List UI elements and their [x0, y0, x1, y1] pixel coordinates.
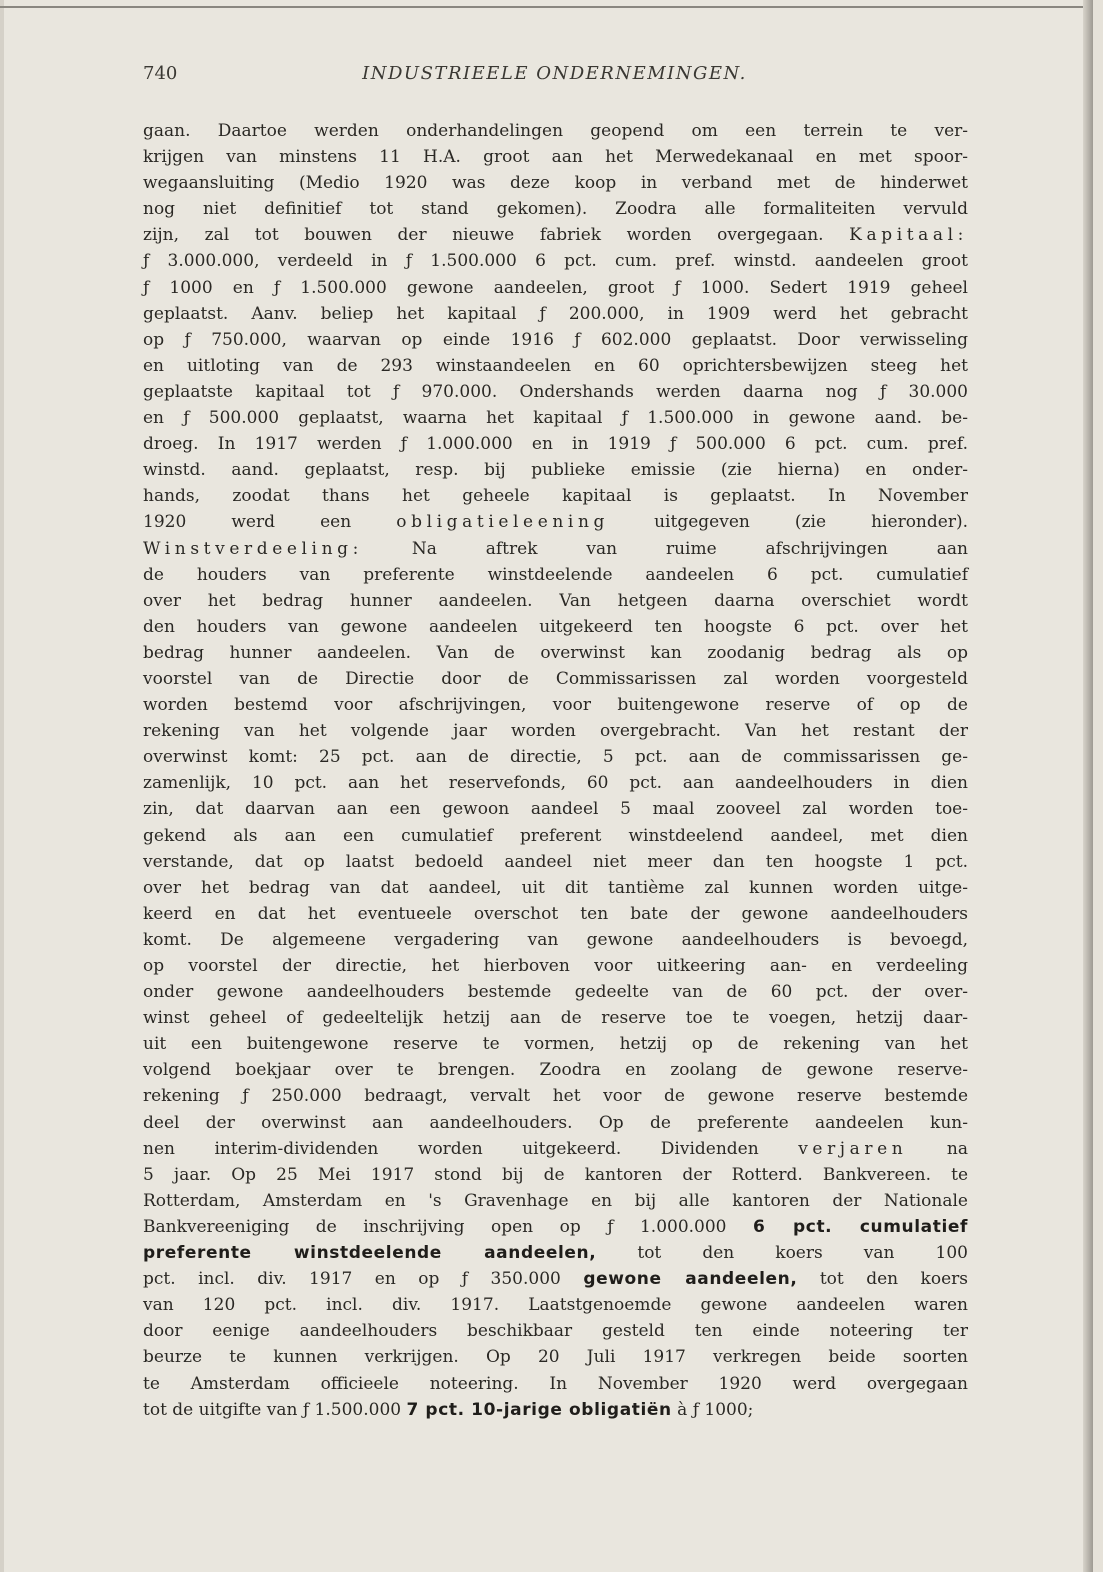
text-segment: gekend als aan een cumulatief preferent winstdeelend aandeel, met dien: [143, 825, 968, 846]
text-line: [143, 1318, 968, 1344]
text-segment: en uitloting van de 293 winstaandeelen en 60 oprichtersbewijzen steeg het: [143, 355, 968, 376]
text-segment: beurze te kunnen verkrijgen. Op 20 Juli 1917 verkregen beide soorten: [143, 1347, 968, 1368]
text-segment: worden bestemd voor afschrijvingen, voor buitengewone reserve of op de: [143, 695, 968, 716]
text-segment: geplaatste kapitaal tot ƒ 970.000. Ondershands werden daarna nog ƒ 30.000: [143, 381, 968, 402]
text-line: [143, 405, 968, 431]
text-line: [143, 875, 968, 901]
text-segment: winst geheel of gedeeltelijk hetzij aan de reserve toe te voegen, hetzij daar-: [143, 1008, 968, 1029]
text-line: [143, 327, 968, 353]
text-line: [143, 901, 968, 927]
text-line: [143, 431, 968, 457]
text-line: [143, 979, 968, 1005]
page-number: 740: [143, 63, 178, 84]
text-line: [143, 1344, 968, 1370]
text-line: [143, 1214, 968, 1240]
text-line: [143, 744, 968, 770]
text-line: [143, 353, 968, 379]
text-segment: zin, dat daarvan aan een gewoon aandeel 5 maal zooveel zal worden toe-: [143, 799, 968, 820]
text-line: [143, 953, 968, 979]
bold-text-segment: preferente winstdeelende aandeelen,: [143, 1243, 597, 1264]
text-line: [143, 614, 968, 640]
spaced-text-segment: Winstverdeeling:: [143, 538, 363, 559]
text-line: [143, 536, 968, 562]
text-line: [143, 718, 968, 744]
text-segment: ƒ 1000 en ƒ 1.500.000 gewone aandeelen, groot ƒ 1000. Sedert 1919 geheel: [143, 277, 968, 298]
text-line: [143, 457, 968, 483]
top-rule: [0, 6, 1093, 8]
page-left-edge: [0, 0, 4, 1572]
text-line: [143, 170, 968, 196]
text-line: [143, 1083, 968, 1109]
text-line: [143, 483, 968, 509]
text-segment: à ƒ 1000;: [671, 1399, 754, 1420]
text-line: [143, 118, 968, 144]
text-segment: de houders van preferente winstdeelende aandeelen 6 pct. cumulatief: [143, 564, 968, 585]
text-segment: Rotterdam, Amsterdam en 's Gravenhage en bij alle kantoren der Nationale: [143, 1190, 968, 1211]
spaced-text-segment: Kapitaal:: [849, 225, 968, 246]
text-line: [143, 1005, 968, 1031]
text-segment: overwinst komt: 25 pct. aan de directie, 5 pct. aan de commissarissen ge-: [143, 747, 968, 768]
text-segment: van 120 pct. incl. div. 1917. Laatstgenoemde gewone aandeelen waren: [143, 1295, 968, 1316]
text-line: [143, 1397, 968, 1423]
text-segment: pct. incl. div. 1917 en op ƒ 350.000: [143, 1269, 584, 1290]
text-segment: onder gewone aandeelhouders bestemde gedeelte van de 60 pct. der over-: [143, 982, 968, 1003]
text-line: [143, 275, 968, 301]
text-segment: tot de uitgifte van ƒ 1.500.000: [143, 1399, 407, 1420]
text-segment: voorstel van de Directie door de Commissarissen zal worden voorgesteld: [143, 668, 968, 689]
text-segment: gaan. Daartoe werden onderhandelingen geopend om een terrein te ver-: [143, 121, 968, 141]
text-line: [143, 1371, 968, 1397]
text-line: [143, 1031, 968, 1057]
text-segment: en ƒ 500.000 geplaatst, waarna het kapitaal ƒ 1.500.000 in gewone aand. be-: [143, 408, 968, 429]
text-line: [143, 1188, 968, 1214]
bold-text-segment: 6 pct. cumulatief: [752, 1216, 969, 1237]
text-line: [143, 379, 968, 405]
text-line: [143, 796, 968, 822]
text-line: [143, 1162, 968, 1188]
bold-text-segment: gewone aandeelen,: [583, 1269, 798, 1290]
text-line: [143, 301, 968, 327]
text-line: [143, 823, 968, 849]
text-segment: tot den koers: [797, 1269, 968, 1290]
text-line: [143, 1292, 968, 1318]
text-line: [143, 588, 968, 614]
text-segment: op voorstel der directie, het hierboven voor uitkeering aan- en verdeeling: [143, 956, 968, 976]
text-segment: volgend boekjaar over te brengen. Zoodra en zoolang de gewone reserve-: [143, 1060, 968, 1081]
text-segment: uitgegeven (zie hieronder).: [609, 512, 968, 533]
running-title: INDUSTRIEELE ONDERNEMINGEN.: [362, 63, 747, 84]
text-segment: door eenige aandeelhouders beschikbaar gesteld ten einde noteering ter: [143, 1321, 968, 1342]
text-segment: over het bedrag hunner aandeelen. Van hetgeen daarna overschiet wordt: [143, 590, 968, 611]
text-line: [143, 222, 968, 248]
page-header: [143, 63, 966, 89]
text-line: [143, 144, 968, 170]
text-line: [143, 640, 968, 666]
text-segment: deel der overwinst aan aandeelhouders. Op de preferente aandeelen kun-: [143, 1112, 968, 1133]
text-line: [143, 770, 968, 796]
text-segment: 1920 werd een: [143, 512, 397, 533]
text-line: [143, 1266, 968, 1292]
text-segment: den houders van gewone aandeelen uitgekeerd ten hoogste 6 pct. over het: [143, 616, 968, 637]
text-segment: nog niet definitief tot stand gekomen). Zoodra alle formaliteiten vervuld: [143, 199, 968, 220]
text-line: [143, 562, 968, 588]
text-line: [143, 1136, 968, 1162]
text-segment: zijn, zal tot bouwen der nieuwe fabriek worden overgegaan.: [143, 225, 850, 246]
spaced-text-segment: obligatieleening: [396, 512, 609, 533]
text-line: [143, 692, 968, 718]
text-segment: rekening van het volgende jaar worden overgebracht. Van het restant der: [143, 721, 968, 742]
bold-text-segment: 7 pct. 10-jarige obligatiën: [406, 1399, 672, 1420]
text-line: [143, 849, 968, 875]
text-line: [143, 509, 968, 535]
text-segment: komt. De algemeene vergadering van gewone aandeelhouders is bevoegd,: [143, 929, 968, 950]
text-segment: over het bedrag van dat aandeel, uit dit tantième zal kunnen worden uitge-: [143, 877, 968, 898]
text-segment: zamenlijk, 10 pct. aan het reservefonds, 60 pct. aan aandeelhouders in dien: [143, 773, 968, 794]
text-line: [143, 666, 968, 692]
text-segment: te Amsterdam officieele noteering. In November 1920 werd overgegaan: [143, 1373, 968, 1394]
text-segment: keerd en dat het eventueele overschot ten bate der gewone aandeelhouders: [143, 903, 968, 924]
text-segment: geplaatst. Aanv. beliep het kapitaal ƒ 200.000, in 1909 werd het gebracht: [143, 303, 968, 324]
text-segment: winstd. aand. geplaatst, resp. bij publieke emissie (zie hierna) en onder-: [143, 460, 968, 481]
text-segment: verstande, dat op laatst bedoeld aandeel niet meer dan ten hoogste 1 pct.: [143, 851, 968, 872]
text-segment: hands, zoodat thans het geheele kapitaal is geplaatst. In November: [143, 486, 968, 507]
text-line: [143, 248, 968, 274]
text-segment: Na aftrek van ruime afschrijvingen aan: [362, 538, 968, 559]
body-text: [143, 118, 968, 1423]
text-segment: na: [907, 1138, 968, 1159]
text-segment: krijgen van minstens 11 H.A. groot aan het Merwedekanaal en met spoor-: [143, 147, 968, 168]
text-line: [143, 927, 968, 953]
text-line: [143, 1240, 968, 1266]
text-segment: uit een buitengewone reserve te vormen, hetzij op de rekening van het: [143, 1034, 968, 1055]
text-segment: op ƒ 750.000, waarvan op einde 1916 ƒ 602.000 geplaatst. Door verwisseling: [143, 329, 968, 350]
text-line: [143, 1057, 968, 1083]
text-segment: ƒ 3.000.000, verdeeld in ƒ 1.500.000 6 pct. cum. pref. winstd. aandeelen groot: [143, 251, 968, 272]
text-segment: tot den koers van 100: [596, 1243, 968, 1264]
text-line: [143, 1110, 968, 1136]
spaced-text-segment: verjaren: [798, 1138, 908, 1159]
text-segment: rekening ƒ 250.000 bedraagt, vervalt het voor de gewone reserve bestemde: [143, 1086, 968, 1107]
text-segment: 5 jaar. Op 25 Mei 1917 stond bij de kantoren der Rotterd. Bankvereen. te: [143, 1164, 968, 1185]
text-segment: nen interim-dividenden worden uitgekeerd. Dividenden: [143, 1138, 799, 1159]
text-segment: bedrag hunner aandeelen. Van de overwinst kan zoodanig bedrag als op: [143, 642, 968, 663]
text-segment: wegaansluiting (Medio 1920 was deze koop in verband met de hinderwet: [143, 173, 968, 194]
text-line: [143, 196, 968, 222]
text-segment: Bankvereeniging de inschrijving open op ƒ 1.000.000: [143, 1216, 753, 1237]
text-segment: droeg. In 1917 werden ƒ 1.000.000 en in 1919 ƒ 500.000 6 pct. cum. pref.: [143, 434, 968, 455]
page-binding-edge: [1083, 0, 1093, 1572]
